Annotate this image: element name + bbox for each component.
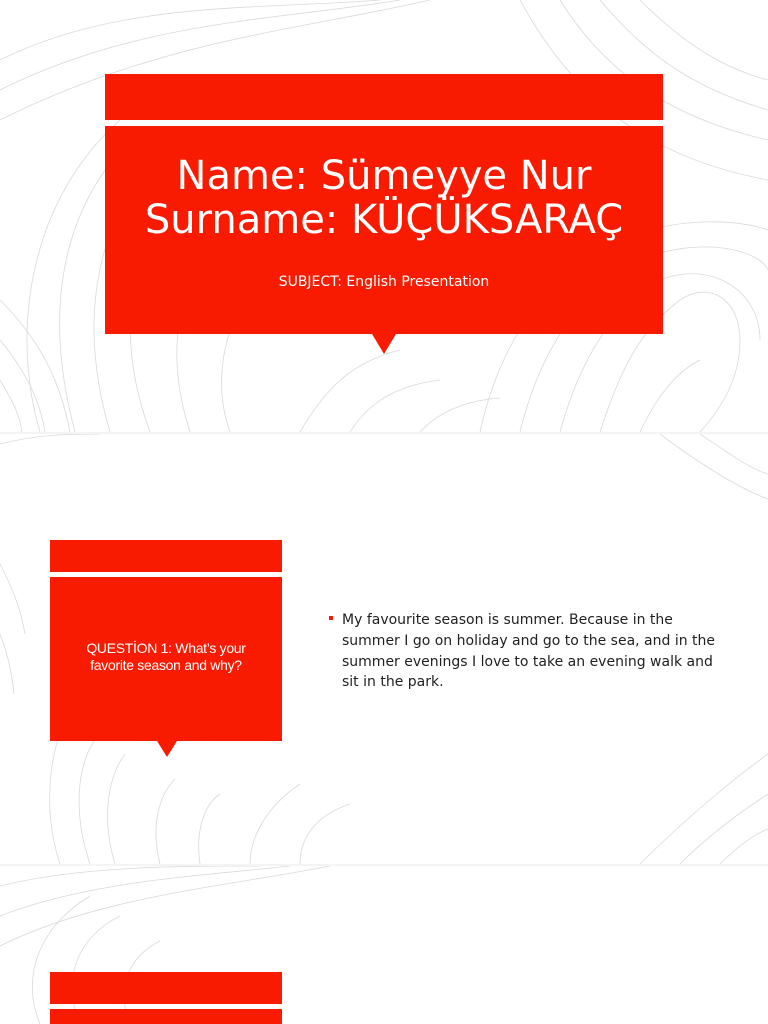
slide-subtitle: SUBJECT: English Presentation xyxy=(278,274,490,290)
title-header-band xyxy=(105,74,663,120)
slide-question-2 xyxy=(0,866,768,1024)
question-header-band xyxy=(50,540,282,572)
question-text: QUESTİON 1: What’s your favorite season and why? xyxy=(86,640,246,673)
title-box-pointer xyxy=(372,334,396,354)
slide-title-line1: Name: Sümeyye Nur xyxy=(176,153,592,199)
answer-text: My favourite season is summer. Because in the summer I go on holiday and go to the sea, and in the summer evenings I love to take an evening walk and sit in the park. xyxy=(342,612,716,691)
question-box xyxy=(50,1009,282,1024)
slide-title-line2: Surname: KÜÇÜKSARAÇ xyxy=(144,197,624,243)
question-box-pointer xyxy=(157,741,177,757)
bullet-icon xyxy=(329,616,333,620)
question-header-band xyxy=(50,972,282,1004)
slide-question-1 xyxy=(0,434,768,864)
slide-title xyxy=(0,0,768,432)
